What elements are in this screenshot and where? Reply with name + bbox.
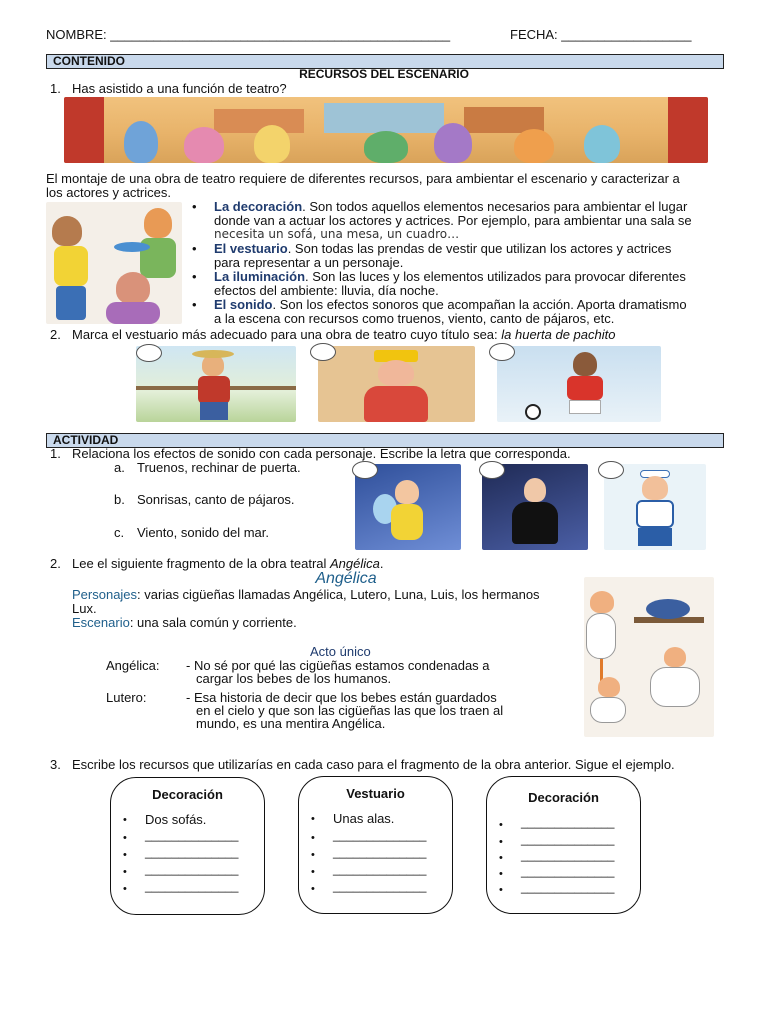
q1-number: 1. [50,81,61,96]
option-c-text: Viento, sonido del mar. [137,525,270,540]
card-example: Dos sofás. [145,812,207,827]
date-field [510,27,691,42]
costume-option-farmer-checkbox[interactable] [136,344,162,362]
bullet-icon: • [192,241,197,256]
a1-text: Relaciona los efectos de sonido con cada personaje. Escribe la letra que corresponda. [72,446,571,461]
resource-card-decoracion-1 [110,777,265,915]
answer-blank[interactable]: ______________ [333,862,427,876]
resource-item-decoracion [192,199,197,214]
character-fairy-answer[interactable] [352,461,378,479]
bullet-icon: • [311,849,315,861]
bullet-icon: • [123,883,127,895]
term-decoracion-desc-1: . Son todos aquellos elementos necesarios para ambientar el lugar [302,199,688,214]
term-sonido: El sonido [214,297,273,312]
costume-option-king-checkbox[interactable] [310,343,336,361]
answer-blank[interactable]: ______________ [145,828,239,842]
date-blank[interactable]: __________________ [561,27,692,42]
name-blank[interactable]: _______________________________________________ [110,27,451,42]
bullet-icon: • [192,199,197,214]
theater-stage-image [64,97,708,163]
contenido-bar: CONTENIDO [46,54,724,69]
q1-text: Has asistido a una función de teatro? [72,81,287,96]
q2-prompt: Marca el vestuario más adecuado para una obra de teatro cuyo título sea: [72,327,502,342]
name-field [46,27,450,42]
personajes-line-2: Lux. [72,601,97,616]
term-iluminacion-desc-1: . Son las luces y los elementos utilizados para provocar diferentes [305,269,686,284]
date-label: FECHA: [510,27,562,42]
bullet-icon: • [123,849,127,861]
dialog-angelica-1: - No sé por qué las cigüeñas estamos condenadas a [186,658,490,673]
dialog-lutero-3: mundo, es una mentira Angélica. [196,716,386,731]
bullet-icon: • [123,866,127,878]
answer-blank[interactable]: ______________ [521,864,615,878]
bullet-icon: • [311,866,315,878]
storks-scene-image [584,577,714,737]
card-title: Vestuario [346,786,405,801]
answer-blank[interactable]: ______________ [521,815,615,829]
acto-heading: Acto único [310,644,371,659]
bullet-icon: • [499,819,503,831]
bullet-icon: • [499,884,503,896]
actividad-bar: ACTIVIDAD [46,433,724,448]
intro-line-2: los actores y actrices. [46,185,171,200]
term-decoracion-desc-2: donde van a actuar los actores y actrices. Por ejemplo, para ambientar una sala se [214,213,692,228]
bullet-icon: • [192,297,197,312]
bullet-icon: • [192,269,197,284]
card-example: Unas alas. [333,811,395,826]
a3-number: 3. [50,757,61,772]
bullet-icon: • [311,832,315,844]
bullet-icon: • [123,814,127,826]
resource-card-vestuario [298,776,453,914]
a1-number: 1. [50,446,61,461]
a2-number: 2. [50,556,61,571]
q2-play-title: la huerta de pachito [501,327,616,342]
children-costume-image [46,202,182,324]
option-b-text: Sonrisas, canto de pájaros. [137,492,295,507]
term-vestuario-desc-2: para representar a un personaje. [214,255,404,270]
option-a-letter: a. [114,460,125,475]
dialog-lutero-1: - Esa historia de decir que los bebes están guardados [186,690,497,705]
term-vestuario: El vestuario [214,241,288,256]
answer-blank[interactable]: ______________ [521,880,615,894]
costume-option-soccer[interactable] [497,346,661,422]
intro-line-1: El montaje de una obra de teatro requiere de diferentes recursos, para ambientar el escenario y caracterizar a [46,171,680,186]
answer-blank[interactable]: ______________ [333,845,427,859]
speaker-angelica: Angélica: [106,658,160,673]
bullet-icon: • [311,883,315,895]
escenario-text: : una sala común y corriente. [129,615,297,630]
dialog-angelica-2: cargar los bebes de los humanos. [196,671,392,686]
section-title: RECURSOS DEL ESCENARIO [299,67,469,81]
bullet-icon: • [499,868,503,880]
escenario-line [72,615,297,630]
term-sonido-desc-2: a la escena con recursos como truenos, viento, canto de pájaros, etc. [214,311,615,326]
escenario-label: Escenario [72,615,130,630]
answer-blank[interactable]: ______________ [145,845,239,859]
play-title: Angélica [315,570,377,587]
dialog-lutero-2: en el cielo y que son las cigüeñas las que los traen al [196,703,504,718]
answer-blank[interactable]: ______________ [145,879,239,893]
term-decoracion: La decoración [214,199,303,214]
costume-option-soccer-checkbox[interactable] [489,343,515,361]
answer-blank[interactable]: ______________ [521,848,615,862]
answer-blank[interactable]: ______________ [145,862,239,876]
option-a-text: Truenos, rechinar de puerta. [137,460,301,475]
card-title: Decoración [152,787,223,802]
character-vampire-answer[interactable] [479,461,505,479]
q2-number: 2. [50,327,61,342]
term-decoracion-desc-3: necesita un sofá, una mesa, un cuadro… [214,227,460,241]
bullet-icon: • [499,836,503,848]
term-iluminacion-desc-2: efectos del ambiente: lluvia, día noche. [214,283,439,298]
a2-period: . [379,556,384,571]
a3-text: Escribe los recursos que utilizarías en cada caso para el fragmento de la obra anterior. Sigue el ejemplo. [72,757,675,772]
option-c-letter: c. [114,525,125,540]
a2-prompt: Lee el siguiente fragmento de la obra teatral [72,556,331,571]
a2-play-title: Angélica [330,556,380,571]
term-vestuario-desc-1: . Son todas las prendas de vestir que utilizan los actores y actrices [287,241,672,256]
card-title: Decoración [528,790,599,805]
personajes-text: : varias cigüeñas llamadas Angélica, Lutero, Luna, Luis, los hermanos [137,587,540,602]
answer-blank[interactable]: ______________ [333,879,427,893]
a2-text [72,556,384,571]
term-sonido-desc-1: . Son los efectos sonoros que acompañan la acción. Aporta dramatismo [272,297,687,312]
character-sailor-answer[interactable] [598,461,624,479]
answer-blank[interactable]: ______________ [333,828,427,842]
bullet-icon: • [499,852,503,864]
q2-text [72,327,615,342]
personajes-line [72,587,540,602]
bullet-icon: • [311,813,315,825]
option-b-letter: b. [114,492,125,507]
term-iluminacion: La iluminación [214,269,306,284]
personajes-label: Personajes [72,587,138,602]
speaker-lutero: Lutero: [106,690,147,705]
bullet-icon: • [123,832,127,844]
resource-card-decoracion-2 [486,776,641,914]
name-label: NOMBRE: [46,27,111,42]
costume-option-king[interactable] [318,346,475,422]
answer-blank[interactable]: ______________ [521,832,615,846]
